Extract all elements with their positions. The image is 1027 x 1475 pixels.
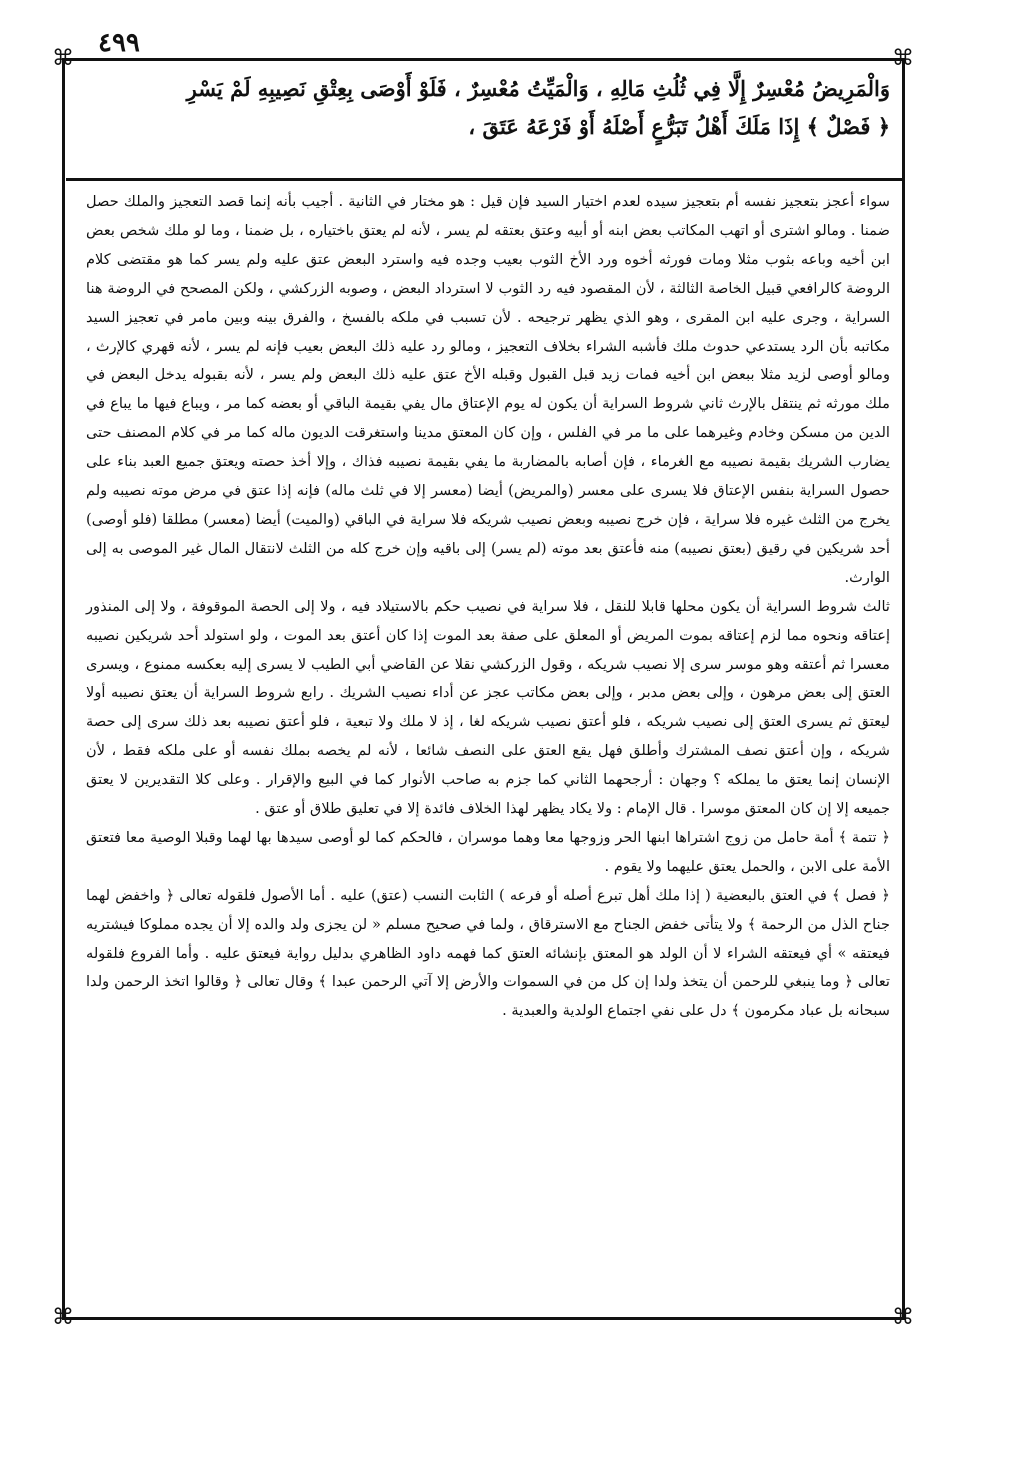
frame-left-border — [62, 58, 65, 1320]
commentary-paragraph: ﴿ فصل ﴾ في العتق بالبعضية ( إذا ملك أهل تبرع أصله أو فرعه ) الثابت النسب (عتق) عليه . أما الأصول فلقوله تعالى ﴿ واخفض لهما جناح الذل من الرحمة ﴾ ولا يتأتى خفض الجناح مع الاسترقاق ، ولما في صحيح مسلم « لن يجزى ولد والده إلا أن يجده مملوكا فيشتريه فيعتقه » أي فيعتقه الشراء لا أن الولد هو المعتق بإنشائه العتق كما فهمه داود الظاهري بدليل رواية فيعتق عليه . وأما الفروع فلقوله تعالى ﴿ وما ينبغي للرحمن أن يتخذ ولدا إن كل من في السموات والأرض إلا آتي الرحمن عبدا ﴾ وقال تعالى ﴿ وقالوا اتخذ الرحمن ولدا سبحانه بل عباد مكرمون ﴾ دل على نفي اجتماع الولدية والعبدية . — [86, 886, 890, 1020]
corner-ornament-icon: ⌘ — [52, 46, 74, 71]
frame-top-border — [62, 58, 904, 61]
commentary-paragraph: ﴿ تتمة ﴾ أمة حامل من زوج اشتراها ابنها الحر وزوجها معا وهما موسران ، فالحكم كما لو أوصى سيدها بها لهما وقبلا الوصية معا فتعتق الأمة على الابن ، والحمل يعتق عليهما ولا يقوم . — [86, 828, 890, 875]
frame-bottom-border — [62, 1317, 904, 1320]
matn-line: ﴿ فَصْلٌ ﴾ إِذَا مَلَكَ أَهْلُ تَبَرُّعٍ أَصْلَهُ أَوْ فَرْعَهُ عَتَقَ ، — [468, 114, 890, 139]
frame-right-border — [902, 58, 905, 1320]
commentary-paragraph: سواء أعجز بتعجيز نفسه أم بتعجيز سيده لعدم اختيار السيد فإن قيل : هو مختار في الثانية . أجيب بأنه إنما قصد التعجيز والملك حصل ضمنا . ومالو اشترى أو اتهب المكاتب بعض ابنه أو أبيه وعتق بعتقه لم يسر ، لأنه لم يعتق باختياره ، بل ضمنا ، وما لو ملك شخص بعض ابن أخيه وباعه بثوب مثلا ومات فورثه أخوه ورد الأخ الثوب بعيب وجده فيه واسترد البعض عتق عليه ولم يسر كما هو مقتضى كلام الروضة كالرافعي قبيل الخاصة الثالثة ، لأن المقصود فيه رد الثوب لا استرداد البعض ، وصوبه الزركشي ، ولكن المصحح في الروضة هنا السراية ، وجرى عليه ابن المقرى ، وهو الذي يظهر ترجيحه . لأن تسبب في ملكه بالفسخ ، والفرق بينه وبين مامر في تعجيز السيد مكاتبه بأن الرد يستدعي حدوث ملك فأشبه الشراء بخلاف التعجيز ، ومالو رد عليه ذلك البعض بعيب فإنه لم يسر ، لأنه قهري كالإرث ، ومالو أوصى لزيد مثلا ببعض ابن أخيه فمات زيد قبل القبول وقبله الأخ عتق عليه ذلك البعض ولم يسر ، لأنه بقبوله يدخل البعض في ملك مورثه ثم ينتقل بالإرث ثاني شروط السراية أن يكون له يوم الإعتاق مال يفي بقيمة الباقي أو بعضه كما مر ، ويباع فيها ما يباع في الدين من مسكن وخادم وغيرهما على ما مر في الفلس ، وإن كان المعتق مدينا واستغرقت الديون ماله كما مر في كلام المصنف حتى يضارب الشريك بقيمة نصيبه مع الغرماء ، فإن أصابه بالمضاربة ما يفي بقيمة نصيبه فذاك ، وإلا أخذ حصته ويعتق جميع العبد بناء على حصول السراية بنفس الإعتاق فلا يسرى على معسر (والمريض) أيضا (معسر إلا في ثلث ماله) فإنه إذا عتق في مرض موته نصيبه ولم يخرج من الثلث غيره فلا سراية ، فإن خرج نصيبه وبعض نصيب شريكه فلا سراية في الباقي (والميت) أيضا (معسر) مطلقا (فلو أوصى) أحد شريكين في رقيق (بعتق نصيبه) منه فأعتق بعد موته (لم يسر) إلى باقيه وإن خرج كله من الثلث لانتقال المال غير الموصى به إلى الوارث. — [86, 193, 890, 586]
matn-line: وَالْمَرِيضُ مُعْسِرٌ إِلَّا فِي ثُلُثِ مَالِهِ ، وَالْمَيِّتُ مُعْسِرٌ ، فَلَوْ أَوْصَى بِعِتْقِ نَصِيبِهِ لَمْ يَسْرِ — [186, 76, 890, 101]
corner-ornament-icon: ⌘ — [892, 46, 914, 71]
commentary-paragraph: ثالث شروط السراية أن يكون محلها قابلا للنقل ، فلا سراية في نصيب حكم بالاستيلاد فيه ، ولا إلى الحصة الموقوفة ، ولا إلى المنذور إعتاقه ونحوه مما لزم إعتاقه بموت المريض أو المعلق على صفة بعد الموت إذا كان أعتق بعد الموت ، ولو استولد أحد شريكين نصيبه معسرا ثم أعتقه وهو موسر سرى إلا نصيب شريكه ، وقول الزركشي نقلا عن القاضي أبي الطيب لا يسرى إليه بعكسه ممنوع ، ويسرى العتق إلى بعض مرهون ، وإلى بعض مدبر ، وإلى بعض مكاتب عجز عن أداء نصيب الشريك . رابع شروط السراية أن يعتق نصيبه أولا ليعتق ثم يسرى العتق إلى نصيب شريكه ، فلو أعتق نصيب شريكه لغا ، إذ لا ملك ولا تبعية ، فلو أعتق نصيبه بعد ذلك سرى إلى حصة شريكه ، وإن أعتق نصف المشترك وأطلق فهل يقع العتق على النصف شائعا ، لأنه لم يخصه بملك نفسه أو على ملكه فقط ، لأن الإنسان إنما يعتق ما يملكه ؟ وجهان : أرجحهما الثاني كما جزم به صاحب الأنوار كما في البيع والإقرار . وعلى كلا التقديرين لا يعتق جميعه إلا إن كان المعتق موسرا . قال الإمام : ولا يكاد يظهر لهذا الخلاف فائدة إلا في تعليق طلاق أو عتق . — [86, 597, 891, 818]
section-separator — [66, 178, 902, 181]
corner-ornament-icon: ⌘ — [52, 1305, 74, 1330]
page-number: ٤٩٩ — [98, 28, 140, 58]
commentary-text — [86, 188, 890, 1026]
matn-text — [120, 70, 890, 146]
corner-ornament-icon: ⌘ — [892, 1305, 914, 1330]
